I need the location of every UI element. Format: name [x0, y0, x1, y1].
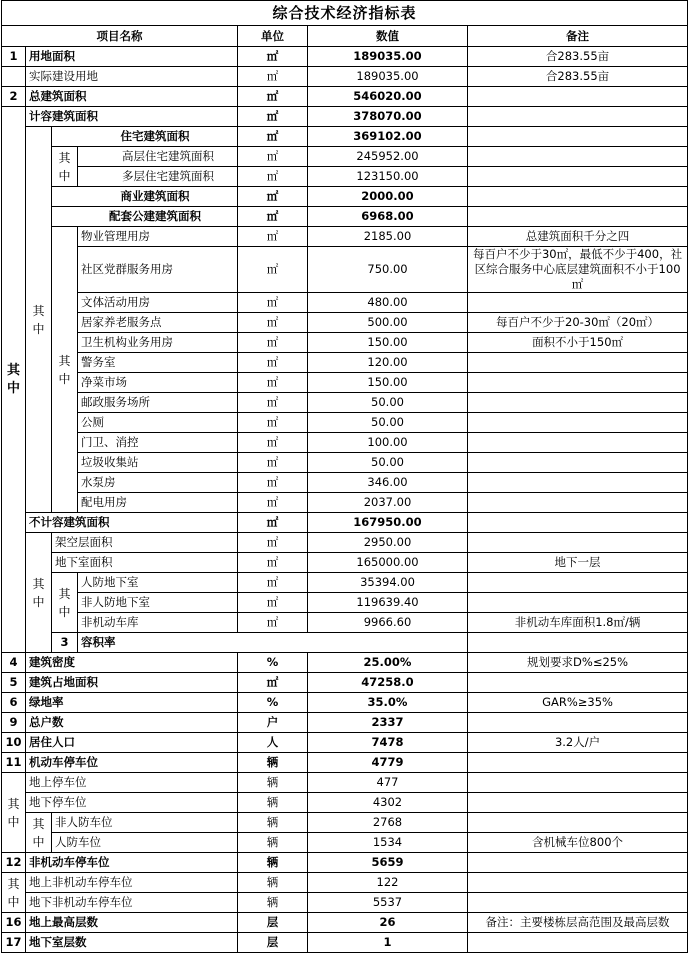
row-name: 非人防车位: [52, 813, 238, 833]
row-name: 商业建筑面积: [52, 187, 238, 207]
row-value: 47258.0: [308, 673, 468, 693]
row-name: 多层住宅建筑面积: [78, 167, 238, 187]
row-unit: ㎡: [238, 393, 308, 413]
row-note: 3.2人/户: [468, 733, 688, 753]
table-row: [2, 933, 688, 953]
row-unit: ㎡: [238, 47, 308, 67]
qizhong-label: 其中: [26, 813, 52, 853]
qizhong-label: 其中: [2, 107, 26, 653]
table-row: [2, 107, 688, 127]
row-name: 住宅建筑面积: [52, 127, 238, 147]
row-value: 245952.00: [308, 147, 468, 167]
row-number: 5: [2, 673, 26, 693]
row-name: 建筑密度: [26, 653, 238, 673]
table-row: [2, 373, 688, 393]
row-name: 计容建筑面积: [26, 107, 238, 127]
row-name: 容积率: [78, 633, 468, 653]
table-row: [2, 453, 688, 473]
row-number: 9: [2, 713, 26, 733]
row-name: 公厕: [78, 413, 238, 433]
row-name: 总户数: [26, 713, 238, 733]
row-name: 配电用房: [78, 493, 238, 513]
row-value: 50.00: [308, 453, 468, 473]
row-name: 高层住宅建筑面积: [78, 147, 238, 167]
table-row: [2, 493, 688, 513]
row-unit: ㎡: [238, 313, 308, 333]
table-row: [2, 553, 688, 573]
table-row: [2, 613, 688, 633]
row-name: 非人防地下室: [78, 593, 238, 613]
row-value: 6968.00: [308, 207, 468, 227]
row-unit: ㎡: [238, 553, 308, 573]
table-row: [2, 353, 688, 373]
row-name: 地下非机动车停车位: [26, 893, 238, 913]
row-value: 4302: [308, 793, 468, 813]
table-row: [2, 127, 688, 147]
table-row: [2, 227, 688, 247]
row-unit: ㎡: [238, 147, 308, 167]
row-value: 150.00: [308, 333, 468, 353]
row-name: 非机动车库: [78, 613, 238, 633]
row-unit: ㎡: [238, 67, 308, 87]
header-note: 备注: [468, 26, 688, 47]
row-value: 119639.40: [308, 593, 468, 613]
table-row: [2, 207, 688, 227]
row-value: 1: [308, 933, 468, 953]
header-unit: 单位: [238, 26, 308, 47]
row-unit: 辆: [238, 773, 308, 793]
row-name: 警务室: [78, 353, 238, 373]
row-number: 4: [2, 653, 26, 673]
row-name: 卫生机构业务用房: [78, 333, 238, 353]
row-value: 5659: [308, 853, 468, 873]
row-unit: ㎡: [238, 453, 308, 473]
row-note: 含机械车位800个: [468, 833, 688, 853]
row-unit: ㎡: [238, 473, 308, 493]
row-name: 实际建设用地: [26, 67, 238, 87]
row-unit: ㎡: [238, 493, 308, 513]
row-note: 备注：主要楼栋层高范围及最高层数: [468, 913, 688, 933]
header-row: [2, 26, 688, 47]
row-unit: 辆: [238, 813, 308, 833]
row-note: GAR%≥35%: [468, 693, 688, 713]
row-name: 邮政服务场所: [78, 393, 238, 413]
row-value: 35.0%: [308, 693, 468, 713]
row-unit: ㎡: [238, 673, 308, 693]
row-name: 居住人口: [26, 733, 238, 753]
row-note: 总建筑面积千分之四: [468, 227, 688, 247]
row-value: 546020.00: [308, 87, 468, 107]
row-note: 面积不小于150㎡: [468, 333, 688, 353]
table-title: 综合技术经济指标表: [2, 1, 688, 26]
table-row: [2, 593, 688, 613]
qizhong-label: 其中: [2, 873, 26, 913]
table-row: [2, 87, 688, 107]
table-row: [2, 693, 688, 713]
row-value: 500.00: [308, 313, 468, 333]
row-name: 不计容建筑面积: [26, 513, 238, 533]
table-row: [2, 893, 688, 913]
row-unit: 层: [238, 933, 308, 953]
row-value: 123150.00: [308, 167, 468, 187]
row-value: 35394.00: [308, 573, 468, 593]
table-row: [2, 433, 688, 453]
qizhong-label: 其中: [2, 773, 26, 853]
row-name: 社区党群服务用房: [78, 247, 238, 293]
row-number: 6: [2, 693, 26, 713]
row-unit: ㎡: [238, 167, 308, 187]
row-value: 120.00: [308, 353, 468, 373]
row-name: 机动车停车位: [26, 753, 238, 773]
row-value: 50.00: [308, 413, 468, 433]
row-value: 25.00%: [308, 653, 468, 673]
row-value: 477: [308, 773, 468, 793]
table-row: [2, 147, 688, 167]
table-row: [2, 67, 688, 87]
row-value: 100.00: [308, 433, 468, 453]
row-name: 非机动车停车位: [26, 853, 238, 873]
row-unit: ㎡: [238, 573, 308, 593]
row-value: 378070.00: [308, 107, 468, 127]
row-unit: ㎡: [238, 593, 308, 613]
row-name: 净菜市场: [78, 373, 238, 393]
table-row: [2, 633, 688, 653]
table-row: [2, 247, 688, 293]
row-value: 7478: [308, 733, 468, 753]
header-name: 项目名称: [2, 26, 238, 47]
row-value: 750.00: [308, 247, 468, 293]
table-row: [2, 793, 688, 813]
row-value: 26: [308, 913, 468, 933]
row-name: 地下室面积: [52, 553, 238, 573]
indicator-table: [1, 0, 688, 953]
row-value: 122: [308, 873, 468, 893]
row-value: 165000.00: [308, 553, 468, 573]
row-value: 5537: [308, 893, 468, 913]
row-unit: ㎡: [238, 107, 308, 127]
row-value: 9966.60: [308, 613, 468, 633]
row-number: 10: [2, 733, 26, 753]
row-name: 居家养老服务点: [78, 313, 238, 333]
table-row: [2, 853, 688, 873]
table-row: [2, 733, 688, 753]
row-value: 4779: [308, 753, 468, 773]
row-unit: 辆: [238, 753, 308, 773]
table-row: [2, 573, 688, 593]
row-unit: 人: [238, 733, 308, 753]
row-name: 绿地率: [26, 693, 238, 713]
row-value: 189035.00: [308, 67, 468, 87]
row-value: 167950.00: [308, 513, 468, 533]
row-name: 建筑占地面积: [26, 673, 238, 693]
row-note: 规划要求D%≤25%: [468, 653, 688, 673]
table-row: [2, 473, 688, 493]
row-name: 总建筑面积: [26, 87, 238, 107]
row-unit: 辆: [238, 853, 308, 873]
row-number: 11: [2, 753, 26, 773]
header-value: 数值: [308, 26, 468, 47]
row-unit: ㎡: [238, 333, 308, 353]
row-unit: ㎡: [238, 533, 308, 553]
qizhong-label: 其中: [52, 147, 78, 187]
table-row: [2, 673, 688, 693]
row-name: 地上非机动车停车位: [26, 873, 238, 893]
row-unit: 层: [238, 913, 308, 933]
row-value: 1534: [308, 833, 468, 853]
table-row: [2, 333, 688, 353]
row-unit: ㎡: [238, 247, 308, 293]
row-number: 3: [52, 633, 78, 653]
row-name: 门卫、消控: [78, 433, 238, 453]
row-unit: ㎡: [238, 373, 308, 393]
row-note: 每百户不少于20-30㎡（20㎡）: [468, 313, 688, 333]
row-name: 架空层面积: [52, 533, 238, 553]
row-value: 50.00: [308, 393, 468, 413]
table-row: [2, 47, 688, 67]
row-name: 人防车位: [52, 833, 238, 853]
row-unit: %: [238, 693, 308, 713]
row-unit: ㎡: [238, 353, 308, 373]
row-unit: ㎡: [238, 613, 308, 633]
table-row: [2, 293, 688, 313]
table-row: [2, 393, 688, 413]
row-unit: ㎡: [238, 127, 308, 147]
row-unit: ㎡: [238, 293, 308, 313]
row-unit: ㎡: [238, 433, 308, 453]
table-row: [2, 653, 688, 673]
row-name: 用地面积: [26, 47, 238, 67]
row-name: 垃圾收集站: [78, 453, 238, 473]
row-note: 非机动车库面积1.8㎡/辆: [468, 613, 688, 633]
row-unit: 辆: [238, 793, 308, 813]
row-number: 12: [2, 853, 26, 873]
row-value: 346.00: [308, 473, 468, 493]
row-number: 2: [2, 87, 26, 107]
table-row: [2, 773, 688, 793]
row-value: 2037.00: [308, 493, 468, 513]
row-name: 人防地下室: [78, 573, 238, 593]
table-row: [2, 873, 688, 893]
row-unit: %: [238, 653, 308, 673]
table-row: [2, 913, 688, 933]
qizhong-label: 其中: [26, 533, 52, 653]
row-number: 17: [2, 933, 26, 953]
row-value: 2337: [308, 713, 468, 733]
row-value: 189035.00: [308, 47, 468, 67]
row-name: 地下室层数: [26, 933, 238, 953]
table-row: [2, 753, 688, 773]
qizhong-label: 其中: [52, 573, 78, 633]
row-value: 150.00: [308, 373, 468, 393]
row-value: 369102.00: [308, 127, 468, 147]
table-row: [2, 813, 688, 833]
row-name: 地下停车位: [26, 793, 238, 813]
row-value: 2185.00: [308, 227, 468, 247]
table-row: [2, 167, 688, 187]
row-unit: ㎡: [238, 413, 308, 433]
row-value: 2768: [308, 813, 468, 833]
row-unit: 辆: [238, 893, 308, 913]
row-note: 合283.55亩: [468, 67, 688, 87]
table-row: [2, 413, 688, 433]
row-name: 物业管理用房: [78, 227, 238, 247]
row-unit: ㎡: [238, 513, 308, 533]
row-unit: ㎡: [238, 187, 308, 207]
row-note: 合283.55亩: [468, 47, 688, 67]
table-row: [2, 187, 688, 207]
table-row: [2, 833, 688, 853]
row-value: 2000.00: [308, 187, 468, 207]
table-row: [2, 533, 688, 553]
row-unit: 辆: [238, 873, 308, 893]
row-unit: ㎡: [238, 207, 308, 227]
row-unit: ㎡: [238, 227, 308, 247]
row-name: 地上停车位: [26, 773, 238, 793]
table-row: [2, 313, 688, 333]
row-number: 16: [2, 913, 26, 933]
row-value: 2950.00: [308, 533, 468, 553]
row-note: 地下一层: [468, 553, 688, 573]
row-unit: 户: [238, 713, 308, 733]
row-name: 地上最高层数: [26, 913, 238, 933]
table-row: [2, 713, 688, 733]
row-value: 480.00: [308, 293, 468, 313]
row-note: 每百户不少于30㎡，最低不少于400，社区综合服务中心底层建筑面积不小于100㎡: [468, 247, 688, 293]
row-unit: 辆: [238, 833, 308, 853]
qizhong-label: 其中: [52, 227, 78, 513]
row-name: 文体活动用房: [78, 293, 238, 313]
row-name: 配套公建建筑面积: [52, 207, 238, 227]
qizhong-label: 其中: [26, 127, 52, 513]
table-row: [2, 513, 688, 533]
row-unit: ㎡: [238, 87, 308, 107]
row-number: 1: [2, 47, 26, 67]
row-name: 水泵房: [78, 473, 238, 493]
